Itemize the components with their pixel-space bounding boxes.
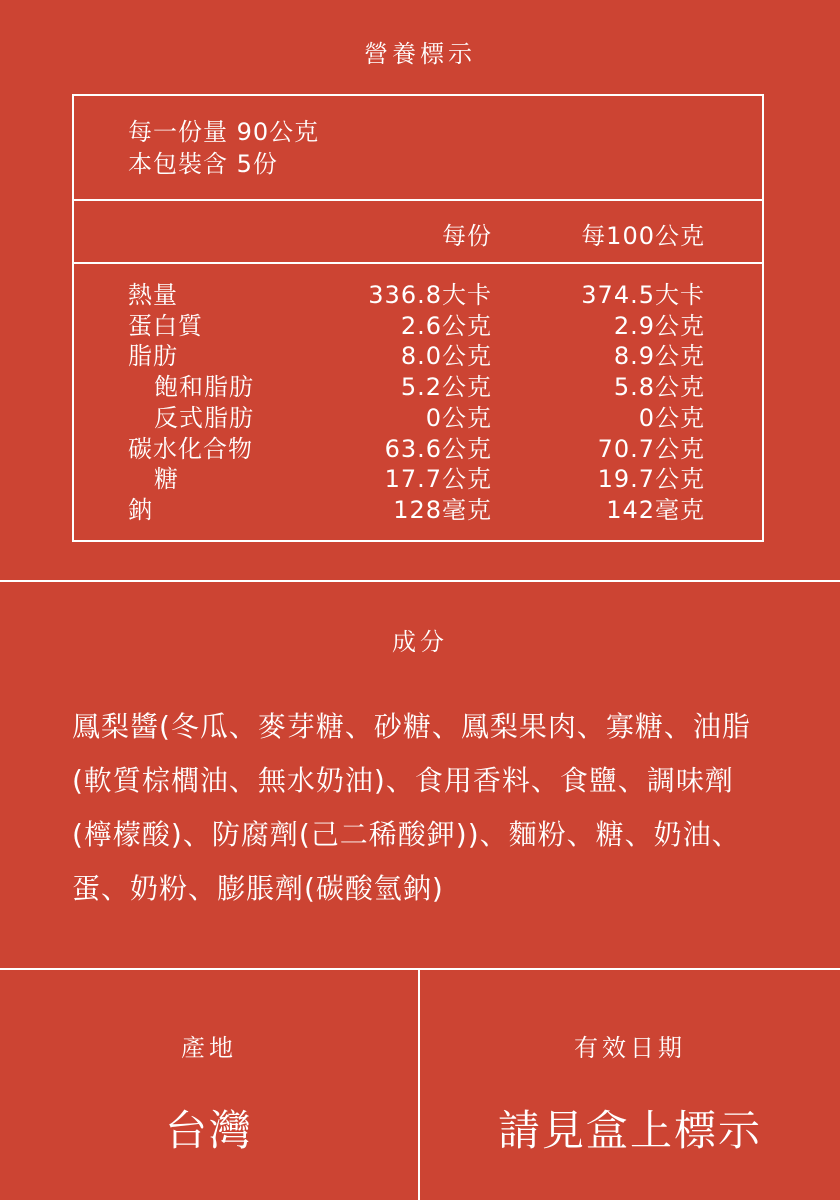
nutrition-row xyxy=(74,403,762,434)
column-divider xyxy=(418,970,420,1200)
nutrition-row xyxy=(74,311,762,342)
nutrient-label: 鈉 xyxy=(128,495,153,524)
value-per-100g: 5.8公克 xyxy=(613,373,705,402)
value-per-100g: 142毫克 xyxy=(606,495,705,524)
value-per-serving: 63.6公克 xyxy=(384,434,492,463)
origin-label: 產地 xyxy=(181,1034,237,1062)
nutrition-title: 營養標示 xyxy=(364,40,476,68)
value-per-serving: 8.0公克 xyxy=(400,342,492,371)
value-per-serving: 5.2公克 xyxy=(400,373,492,402)
value-per-serving: 17.7公克 xyxy=(384,465,492,494)
value-per-100g: 70.7公克 xyxy=(597,434,705,463)
value-per-100g: 374.5大卡 xyxy=(581,281,705,309)
section-divider xyxy=(0,580,840,582)
serving-size: 每一份量 90公克 xyxy=(128,118,320,146)
value-per-serving: 128毫克 xyxy=(393,495,492,524)
nutrition-row xyxy=(74,341,762,372)
expiry-value: 請見盒上標示 xyxy=(497,1106,762,1155)
nutrition-row xyxy=(74,280,762,311)
value-per-serving: 0公克 xyxy=(425,403,492,432)
nutrient-label: 脂肪 xyxy=(128,342,178,371)
table-divider xyxy=(74,262,762,264)
nutrient-label: 飽和脂肪 xyxy=(154,373,254,402)
value-per-serving: 2.6公克 xyxy=(400,311,492,340)
nutrient-label: 反式脂肪 xyxy=(154,403,254,432)
value-per-100g: 19.7公克 xyxy=(597,465,705,494)
nutrition-row xyxy=(74,495,762,526)
nutrition-row xyxy=(74,434,762,465)
nutrition-row xyxy=(74,464,762,495)
nutrient-label: 蛋白質 xyxy=(128,311,203,340)
value-per-100g: 2.9公克 xyxy=(613,311,705,340)
table-divider xyxy=(74,199,762,201)
nutrition-row xyxy=(74,372,762,403)
section-divider xyxy=(0,968,840,970)
value-per-serving: 336.8大卡 xyxy=(368,281,492,309)
value-per-100g: 8.9公克 xyxy=(613,342,705,371)
origin-value: 台灣 xyxy=(164,1106,253,1155)
ingredients-title: 成分 xyxy=(392,628,448,656)
nutrition-table xyxy=(72,94,764,542)
value-per-100g: 0公克 xyxy=(638,403,705,432)
nutrient-label: 糖 xyxy=(154,465,179,494)
column-header-per-100g: 每100公克 xyxy=(581,222,705,250)
ingredients-text: 鳳梨醬(冬瓜、麥芽糖、砂糖、鳳梨果肉、寡糖、油脂(軟質棕櫚油、無水奶油)、食用香料、食鹽、調味劑(檸檬酸)、防腐劑(己二稀酸鉀))、麵粉、糖、奶油、蛋、奶粉、膨脹劑(碳酸氫鈉) xyxy=(72,710,751,905)
column-header-per-serving: 每份 xyxy=(442,222,492,250)
expiry-label: 有效日期 xyxy=(574,1034,686,1062)
nutrient-label: 熱量 xyxy=(128,281,178,309)
servings-per-package: 本包裝含 5份 xyxy=(128,150,278,178)
nutrient-label: 碳水化合物 xyxy=(128,434,253,463)
